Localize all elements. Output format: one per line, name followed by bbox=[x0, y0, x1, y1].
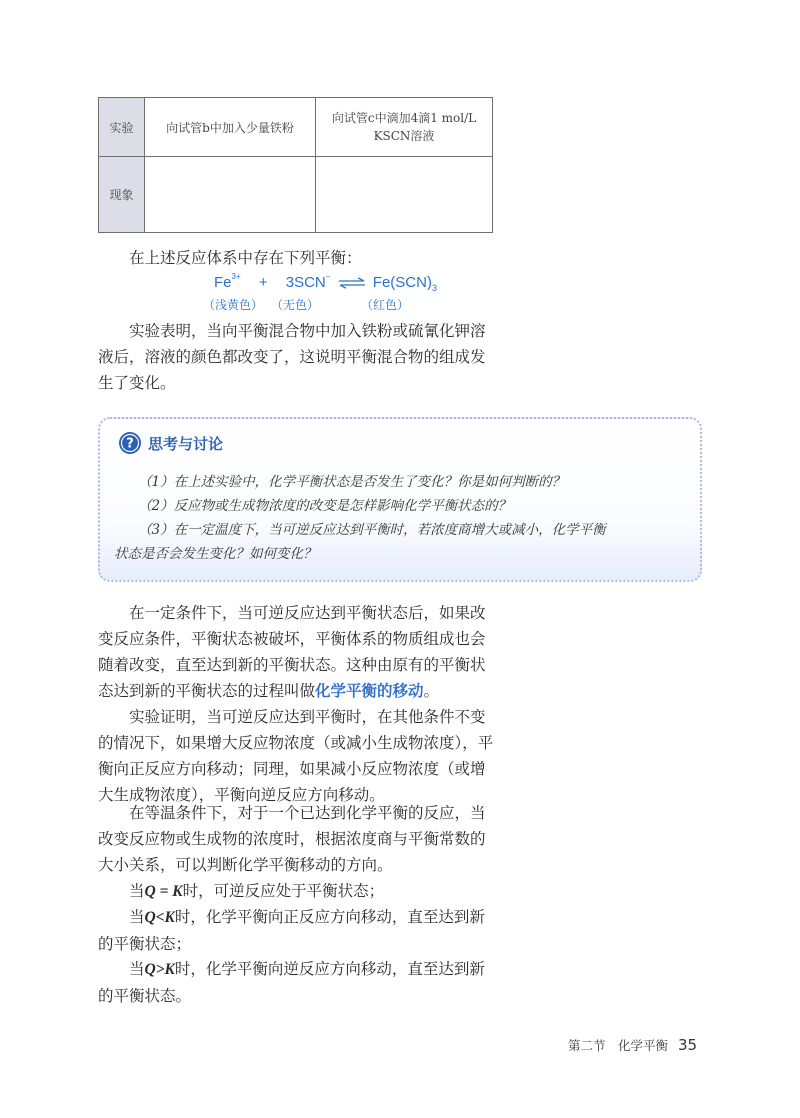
discussion-question-3: （3）在一定温度下，当可逆反应达到平衡时，若浓度商增大或减小，化学平衡 bbox=[138, 522, 606, 538]
condition-text: 时，可逆反应处于平衡状态； bbox=[182, 882, 385, 900]
chemical-equation bbox=[214, 272, 437, 293]
color-label-fe: （浅黄色） bbox=[203, 298, 264, 312]
condition-prefix: 当 bbox=[129, 882, 145, 900]
discussion-icon bbox=[118, 431, 142, 455]
plus-sign: + bbox=[258, 274, 268, 291]
page-footer bbox=[568, 1036, 697, 1054]
color-label-scn: （无色） bbox=[271, 298, 320, 312]
condition-text: 时，化学平衡向逆反应方向移动，直至达到新的平衡状态。 bbox=[98, 960, 485, 1005]
row-label-phenomenon: 现象 bbox=[99, 157, 145, 233]
cell-tube-b: 向试管b中加入少量铁粉 bbox=[145, 98, 316, 157]
reactant-fe: Fe bbox=[214, 274, 232, 291]
experiment-table bbox=[98, 97, 493, 233]
product-fescn: Fe(SCN) bbox=[372, 274, 432, 291]
product-subscript: 3 bbox=[431, 283, 437, 293]
page-number: 35 bbox=[678, 1036, 698, 1054]
discussion-title bbox=[118, 431, 223, 455]
discussion-question-3-cont: 状态是否会发生变化？如何变化？ bbox=[114, 546, 317, 562]
condition-prefix: 当 bbox=[129, 908, 145, 926]
condition-expr: Q>K bbox=[144, 961, 175, 978]
color-label-product: （红色） bbox=[361, 298, 410, 312]
cell-tube-c-line2: KSCN溶液 bbox=[373, 129, 435, 143]
cell-tube-c bbox=[316, 98, 493, 157]
paragraph-equilibrium-shift-text: 在一定条件下，当可逆反应达到平衡状态后，如果改变反应条件，平衡状态被破坏，平衡体系的物质组成也会随着改变，直至达到新的平衡状态。这种由原有的平衡状态达到新的平衡状态的过程叫做 bbox=[98, 604, 486, 700]
discussion-title-text: 思考与讨论 bbox=[148, 434, 224, 453]
cell-empty bbox=[145, 157, 316, 233]
discussion-box bbox=[98, 417, 702, 582]
condition-q-greater-k bbox=[98, 956, 498, 1009]
fe-charge: 3+ bbox=[231, 272, 241, 281]
condition-q-less-k bbox=[98, 904, 498, 957]
paragraph-equilibrium-shift bbox=[98, 600, 498, 704]
reactant-scn: 3SCN bbox=[285, 274, 326, 291]
condition-q-equals-k bbox=[98, 878, 498, 905]
condition-prefix: 当 bbox=[129, 960, 145, 978]
condition-text: 时，化学平衡向正反应方向移动，直至达到新的平衡状态； bbox=[98, 908, 485, 953]
cell-empty bbox=[316, 157, 493, 233]
intro-text: 在上述反应体系中存在下列平衡： bbox=[129, 249, 362, 267]
table-row bbox=[99, 98, 493, 157]
discussion-question-1: （1）在上述实验中，化学平衡状态是否发生了变化？你是如何判断的？ bbox=[138, 474, 566, 490]
svg-text:?: ? bbox=[126, 436, 134, 452]
row-label-experiment: 实验 bbox=[99, 98, 145, 157]
equilibrium-arrow-icon bbox=[338, 277, 366, 289]
discussion-question-2: （2）反应物或生成物浓度的改变是怎样影响化学平衡状态的？ bbox=[138, 498, 512, 514]
table-row bbox=[99, 157, 493, 233]
section-title: 第二节 化学平衡 bbox=[568, 1038, 669, 1053]
scn-charge: − bbox=[325, 272, 331, 281]
paragraph-end: 。 bbox=[423, 682, 440, 700]
condition-expr: Q = K bbox=[144, 883, 183, 900]
cell-tube-c-line1: 向试管c中滴加4滴1 mol/L bbox=[331, 111, 477, 125]
paragraph-concentration-effect: 实验证明，当可逆反应达到平衡时，在其他条件不变的情况下，如果增大反应物浓度（或减小生成物浓度），平衡向正反应方向移动；同理，如果减小反应物浓度（或增大生成物浓度），平衡向逆反应方向移动。 bbox=[98, 708, 494, 804]
paragraph-q-vs-k: 在等温条件下，对于一个已达到化学平衡的反应，当改变反应物或生成物的浓度时，根据浓度商与平衡常数的大小关系，可以判断化学平衡移动的方向。 bbox=[98, 804, 486, 874]
paragraph-observation: 实验表明，当向平衡混合物中加入铁粉或硫氰化钾溶液后，溶液的颜色都改变了，这说明平衡混合物的组成发生了变化。 bbox=[98, 322, 486, 392]
key-term: 化学平衡的移动 bbox=[315, 681, 424, 700]
condition-expr: Q<K bbox=[144, 909, 175, 926]
